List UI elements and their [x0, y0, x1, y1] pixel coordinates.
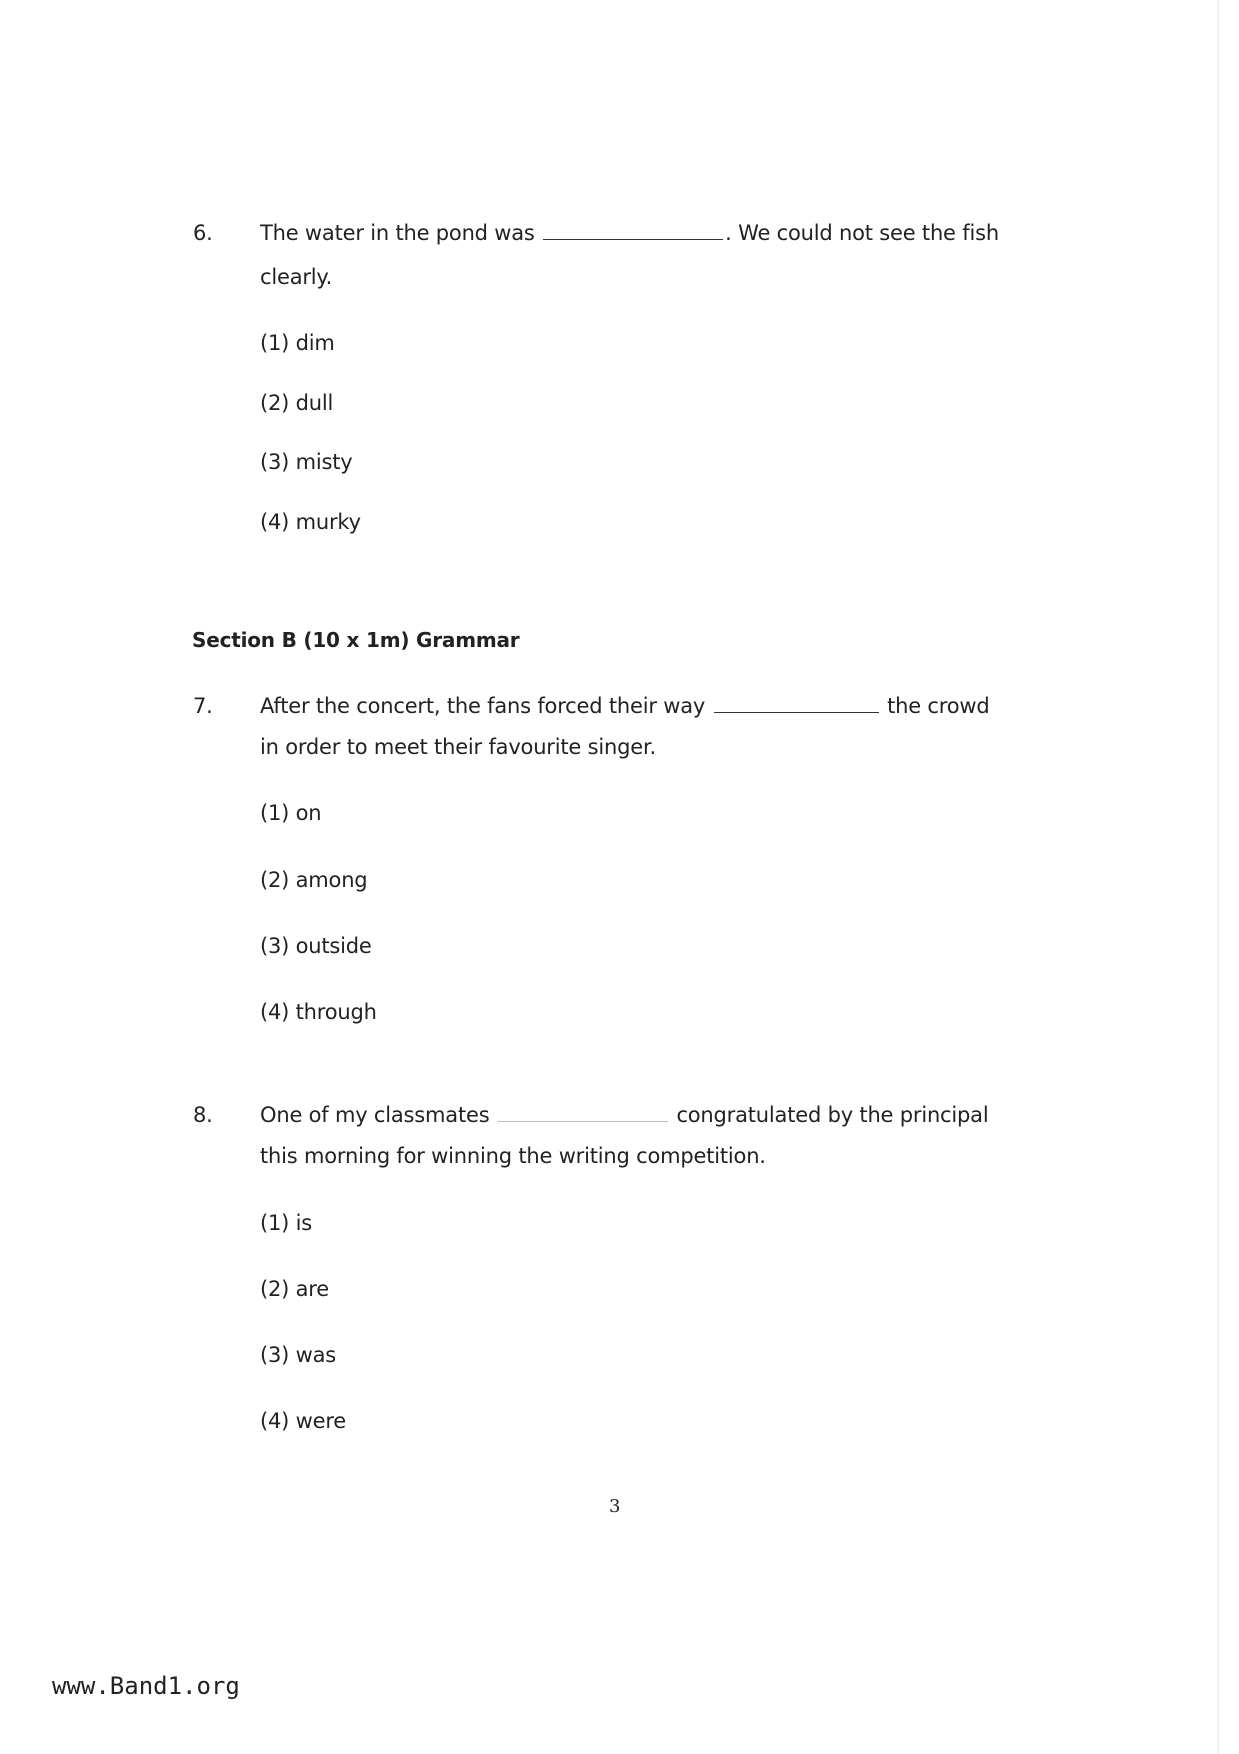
stem-text: After the concert, the fans forced their way: [260, 694, 706, 718]
question-stem-line2: this morning for winning the writing competition.: [260, 1144, 766, 1168]
question-number: 6.: [193, 221, 213, 245]
option: (4) through: [260, 1000, 377, 1024]
answer-blank: [543, 221, 723, 240]
option: (3) misty: [260, 450, 353, 474]
question-number: 7.: [193, 694, 213, 718]
stem-text: the crowd: [887, 694, 990, 718]
option: (1) is: [260, 1211, 312, 1235]
stem-text: The water in the pond was: [260, 221, 535, 245]
stem-text: congratulated by the principal: [676, 1103, 989, 1127]
question-stem-line2: clearly.: [260, 265, 333, 289]
option: (4) were: [260, 1409, 347, 1433]
question-stem: [260, 693, 990, 719]
option: (4) murky: [260, 510, 361, 534]
footer-url: www.Band1.org: [52, 1672, 240, 1700]
option: (2) are: [260, 1277, 329, 1301]
question-stem: [260, 220, 999, 246]
option: (3) outside: [260, 934, 372, 958]
option: (1) dim: [260, 331, 335, 355]
question-number: 8.: [193, 1103, 213, 1127]
page-edge: [1217, 0, 1219, 1754]
option: (1) on: [260, 801, 322, 825]
page-number: 3: [609, 1496, 621, 1517]
option: (2) dull: [260, 391, 334, 415]
section-heading: Section B (10 x 1m) Grammar: [192, 628, 520, 652]
question-stem: [260, 1102, 988, 1128]
option: (2) among: [260, 868, 368, 892]
answer-blank: [498, 1103, 668, 1122]
stem-text: . We could not see the fish: [725, 221, 999, 245]
question-stem-line2: in order to meet their favourite singer.: [260, 735, 656, 759]
option: (3) was: [260, 1343, 337, 1367]
stem-text: One of my classmates: [260, 1103, 490, 1127]
answer-blank: [714, 694, 879, 713]
